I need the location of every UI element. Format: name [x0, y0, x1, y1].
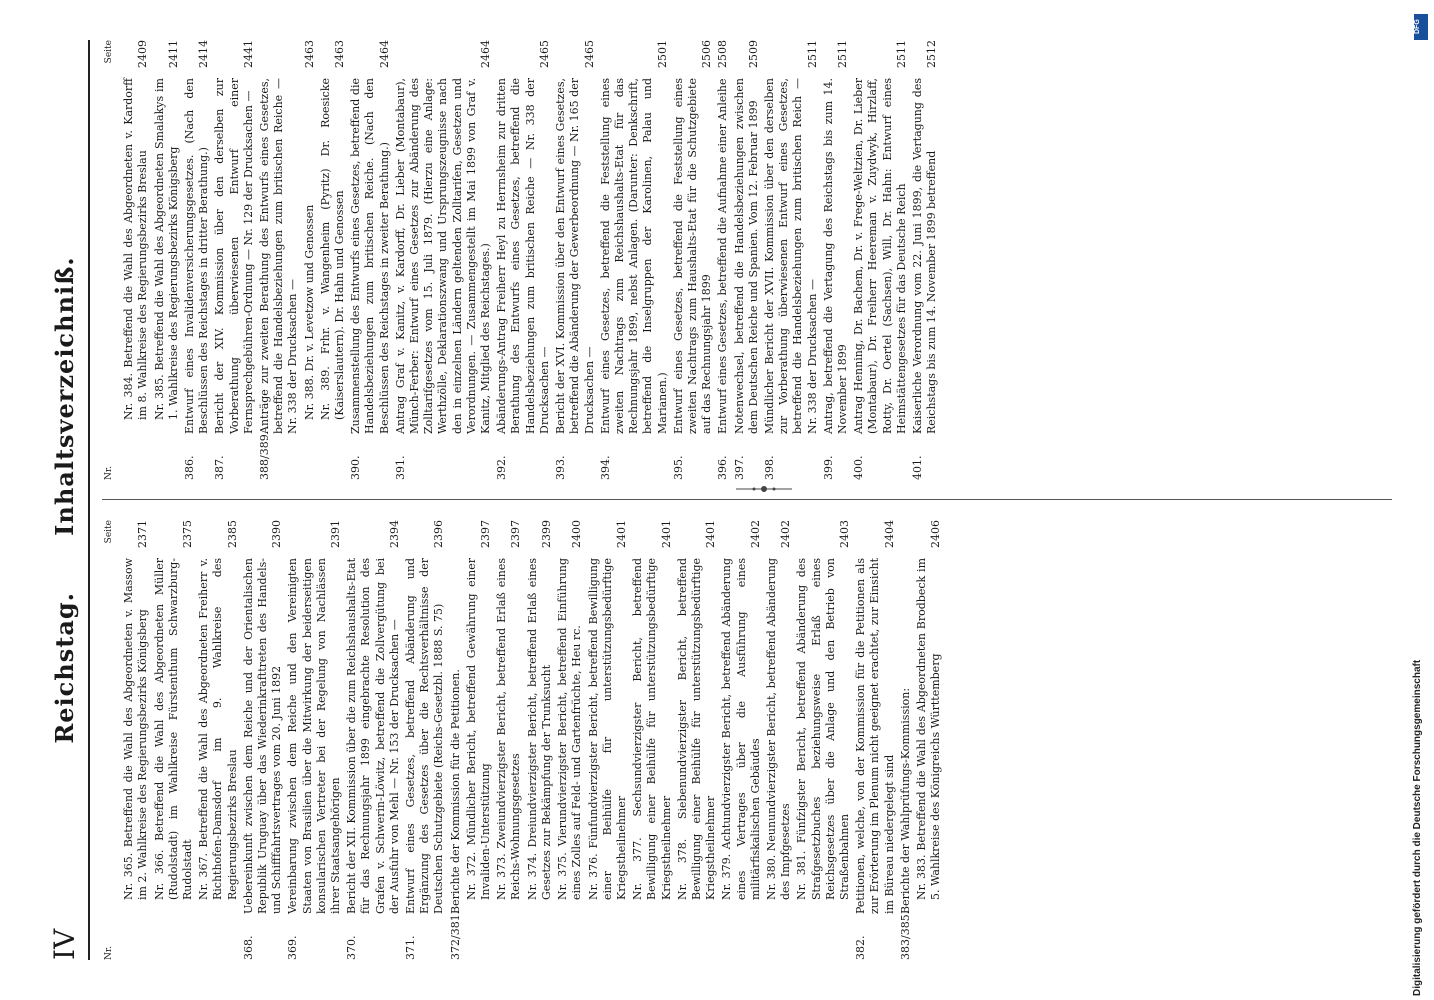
entry-page: 2396 [432, 520, 446, 548]
toc-entry [122, 40, 150, 480]
entry-text: Nr. 375. Vierundvierzigster Bericht, betreffend Einführung eines Zolles auf Feld- und Gartenfrüchte, Heu rc. [556, 558, 584, 900]
entry-page: 2512 [925, 40, 939, 68]
toc-entry [242, 520, 285, 960]
col-label-seite: Seite [104, 520, 114, 544]
entry-text: Vereinbarung zwischen dem Reiche und den Vereinigten Staaten von Brasilien über die Mitwirkung der beiderseitigen konsularischen Vertreter bei der Regelung von Nachlässen ihrer Staatsangehörigen [286, 558, 343, 914]
entry-page: 2464 [377, 40, 391, 68]
entry-text: Zusammenstellung des Entwurfs eines Gesetzes, betreffend die Handelsbeziehungen zum britischen Reiche. (Nach den Beschlüssen des Reichstages in zweiter Berathung.) [349, 78, 391, 434]
toc-entry [733, 40, 761, 480]
entry-text: Notenwechsel, betreffend die Handelsbeziehungen zwischen dem Deutschen Reiche und Spanien. Vom 12. Februar 1899 [732, 78, 760, 434]
entry-number: 401. [910, 455, 924, 480]
toc-entry [795, 520, 852, 960]
entry-page: 2506 [700, 40, 714, 68]
left-column [102, 520, 1402, 960]
entry-text: Nr. 372. Mündlicher Bericht, betreffend Gewährung einer Invaliden-Unterstützung [464, 558, 493, 900]
entry-number [122, 900, 150, 946]
entry-page: 2402 [748, 520, 762, 548]
entry-text: Entwurf eines Gesetzes, betreffend die Aufnahme einer Anleihe [716, 78, 730, 434]
right-entries [122, 40, 939, 480]
entry-page: 2385 [225, 520, 239, 548]
page-header [40, 40, 110, 960]
entry-number: 392. [495, 455, 509, 480]
entry-page: 2465 [537, 40, 551, 68]
entry-page: 2400 [570, 520, 584, 548]
entry-number [795, 900, 852, 946]
entry-number: 372/381. [448, 910, 462, 960]
entry-text: Nr. 383. Betreffend die Wahl des Abgeordneten Brodbeck im 5. Wahlkreise des Königreichs Württemberg [914, 558, 943, 900]
toc-entry [526, 520, 554, 960]
toc-entry [852, 40, 909, 480]
entry-number [197, 900, 240, 946]
entry-number [526, 900, 554, 946]
entry-text: Nr. 367. Betreffend die Wahl des Abgeordneten Freiherr v. Richthofen-Damsdorf im 9. Wahlkreise des Regierungsbezirks Breslau [197, 558, 239, 900]
entry-text: Entwurf eines Gesetzes, betreffend die Feststellung eines zweiten Nachtrags zum Reichshaushalts-Etat für das Rechnungsjahr 1899, nebst Anlagen. (Darunter: Denkschrift, betreffend die Inselgruppen der Karolinen, Palau und Marianen.) [598, 78, 669, 434]
entry-number: 397. [732, 455, 746, 480]
left-column-head [102, 520, 116, 960]
toc-entry [495, 520, 523, 960]
toc-entry [122, 520, 150, 960]
entry-page: 2403 [837, 520, 851, 548]
entry-text: Kaiserliche Verordnung vom 22. Juni 1899, die Vertagung des Reichstags bis zum 14. November 1899 betreffend [910, 78, 939, 434]
entry-page: 2464 [479, 40, 493, 68]
entry-text: Nr. 379. Achtundvierzigster Bericht, betreffend Abänderung eines Vertrages über die Ausführung eines militärfiskalischen Gebäudes [720, 558, 762, 900]
entry-number [676, 900, 719, 946]
entry-number: 395. [671, 455, 685, 480]
title-left: Reichstag. [50, 591, 79, 744]
entry-number: 398. [762, 455, 776, 480]
toc-entry [153, 40, 181, 480]
entry-page: 2463 [333, 40, 347, 68]
entry-page: 2511 [894, 40, 908, 68]
entry-text: Nr. 365. Betreffend die Wahl des Abgeordneten v. Massow im 2. Wahlkreise des Regierungsbezirks Königsberg [122, 558, 150, 900]
entry-page: 2402 [779, 520, 793, 548]
entry-number [765, 900, 793, 946]
entry-page: 2397 [479, 520, 493, 548]
right-column [102, 40, 1402, 480]
title-right: Inhaltsverzeichniß. [50, 256, 79, 536]
toc-entry [404, 520, 447, 960]
entry-number: 387. [213, 455, 227, 480]
toc-entry [197, 520, 240, 960]
entry-number: 371. [404, 935, 418, 960]
entry-text: Nr. 380. Neunundvierzigster Bericht, betreffend Abänderung des Impfgesetzes [764, 558, 793, 900]
toc-entry [213, 40, 256, 480]
entry-text: Entwurf eines Gesetzes, betreffend die Feststellung eines zweiten Nachtrags zum Haushalts-Etat für die Schutzgebiete auf das Rechnungsjahr 1899 [671, 78, 714, 434]
entry-number [556, 900, 584, 946]
entry-page: 2463 [302, 40, 316, 68]
entry-text: Nr. 377. Sechsundvierzigster Bericht, betreffend Bewilligung einer Beihülfe für unterstützungsbedürftige Kriegstheilnehmer [631, 558, 673, 900]
toc-entry [258, 40, 301, 480]
entry-text: Nr. 376. Fünfundvierzigster Bericht, betreffend Bewilligung einer Beihülfe für unterstützungsbedürftige Kriegstheilnehmer [586, 558, 628, 900]
entry-number: 393. [554, 455, 568, 480]
entry-text: Antrag Henning, Dr. Bachem, Dr. v. Frege-Weltzien, Dr. Lieber (Montabaur), Dr. Freiherr Heereman v. Zuydwyk, Hirzlaff, Rotty, Dr. Oertel (Sachsen), Will, Dr. Hahn: Entwurf eines Heimstättengesetzes für das Deutsche Reich [852, 78, 908, 434]
column-divider [102, 499, 1392, 500]
toc-entry [153, 520, 196, 960]
entry-number: 386. [183, 455, 197, 480]
page-title [50, 220, 79, 780]
toc-entry [911, 40, 939, 480]
entry-text: Berichte der Kommission für die Petitionen. [448, 669, 462, 914]
entry-page: 2390 [270, 520, 284, 548]
entry-text: Nr. 381. Fünfzigster Bericht, betreffend Abänderung des Strafgesetzbuches beziehungsweise Erlaß eines Reichsgesetzes über die Anlage und den Betrieb von Straßenbahnen [795, 558, 851, 900]
toc-entry [183, 40, 211, 480]
entry-number: 370. [345, 935, 359, 960]
entry-text: Petitionen, welche, von der Kommission für die Petitionen als zur Erörterung im Plenum nicht geeignet erachtet, zur Einsicht im Büreau niedergelegt sind [854, 558, 896, 914]
entry-text: Uebereinkunft zwischen dem Reiche und der Orientalischen Republik Uruguay über das Wiederinkrafttreten des Handels- und Schifffahrtsvertrages vom 20. Juni 1892 [241, 558, 284, 914]
entry-page: 2411 [166, 40, 180, 68]
entry-number: 391. [393, 455, 407, 480]
toc-entry [915, 520, 943, 960]
entry-page: 2404 [882, 520, 896, 548]
header-rule [88, 40, 90, 960]
entry-page: 2375 [181, 520, 195, 548]
entry-text: Anträge zur zweiten Berathung des Entwurfs eines Gesetzes, betreffend die Handelsbeziehungen zum britischen Reiche — Nr. 338 der Drucksachen — [258, 78, 300, 434]
toc-entry [286, 520, 343, 960]
entry-page: 2401 [659, 520, 673, 548]
entry-number [122, 420, 150, 466]
entry-page: 2509 [746, 40, 760, 68]
page-number: IV [48, 928, 81, 960]
entry-text: Antrag, betreffend die Vertagung des Reichstags bis zum 14. November 1899 [821, 78, 849, 434]
left-entries [122, 520, 943, 960]
toc-entry [587, 520, 630, 960]
entry-number [631, 900, 674, 946]
col-label-nr: Nr. [104, 465, 114, 480]
entry-text: Bericht der XVI. Kommission über den Entwurf eines Gesetzes, betreffend die Abänderung der Gewerbeordnung — Nr. 165 der Drucksachen — [554, 78, 596, 434]
entry-page: 2511 [835, 40, 849, 68]
page-body [40, 40, 1410, 960]
printer-ornament [734, 482, 794, 496]
entry-number: 369. [286, 935, 300, 960]
entry-page: 2441 [241, 40, 255, 68]
toc-entry [599, 40, 670, 480]
right-column-head [102, 40, 116, 480]
toc-entry [899, 520, 913, 960]
entry-number [153, 900, 196, 946]
col-label-seite: Seite [104, 40, 114, 64]
toc-entry [554, 40, 597, 480]
toc-entry [763, 40, 820, 480]
entry-text: Nr. 378. Siebenundvierzigster Bericht, betreffend Bewilligung einer Beihülfe für unterstützungsbedürftige Kriegstheilnehmer [675, 558, 718, 900]
entry-page: 2465 [582, 40, 596, 68]
entry-page: 2414 [197, 40, 211, 68]
entry-number: 394. [598, 455, 612, 480]
entry-text: Entwurf eines Gesetzes, betreffend Abänderung und Ergänzung des Gesetzes über die Rechtsverhältnisse der Deutschen Schutzgebiete (Reichs-Gesetzbl. 1888 S. 75) [404, 558, 446, 914]
entry-text: Nr. 374. Dreiundvierzigster Bericht, betreffend Erlaß eines Gesetzes zur Bekämpfung der Trunksucht [525, 558, 553, 900]
col-label-nr: Nr. [104, 945, 114, 960]
entry-page: 2401 [614, 520, 628, 548]
entry-text: Bericht der XII. Kommission über die zum Reichshaushalts-Etat für das Rechnungsjahr 1899 eingebrachte Resolution des Grafen v. Schwerin-Löwitz, betreffend die Zollvergütung bei der Ausfuhr von Mehl — Nr. 153 der Drucksachen — [345, 558, 401, 914]
entry-page: 2508 [716, 40, 730, 68]
entry-number: 390. [349, 455, 363, 480]
entry-number: 388/389. [258, 430, 272, 480]
toc-entry [672, 40, 715, 480]
entry-text: Berichte der Wahlprüfungs-Kommission: [898, 687, 912, 914]
entry-page: 2406 [929, 520, 943, 548]
entry-number [915, 900, 943, 946]
toc-entry [349, 40, 392, 480]
entry-page: 2399 [539, 520, 553, 548]
entry-number: 396. [716, 455, 730, 480]
entry-text: Bericht der XIV. Kommission über den derselben zur Vorberathung überwiesenen Entwurf einer Fernsprechgebühren-Ordnung — Nr. 129 der Drucksachen — [213, 78, 255, 434]
entry-text: Abänderungs-Antrag Freiherr Heyl zu Herrnsheim zur dritten Berathung des Entwurfs eines Gesetzes, betreffend die Handelsbeziehungen zum britischen Reiche — Nr. 338 der Drucksachen — [495, 78, 551, 434]
entry-page: 2371 [136, 520, 150, 548]
toc-entry [449, 520, 463, 960]
toc-entry [465, 520, 493, 960]
entry-number: 383/385. [898, 910, 912, 960]
entry-page: 2501 [655, 40, 669, 68]
entry-text: Nr. 388. Dr. v. Levetzow und Genossen [302, 204, 316, 420]
entry-page: 2391 [329, 520, 343, 548]
toc-entry [716, 40, 730, 480]
toc-entry [676, 520, 719, 960]
entry-text: Antrag Graf v. Kanitz, v. Kardorff, Dr. Lieber (Montabaur), Münch-Ferber: Entwurf eines Gesetzes zur Abänderung des Zolltarifgesetzes vom 15. Juli 1879. (Hierzu eine Anlage: Werthzölle, Deklarationszwang und Ursprungszeugnisse nach den in einzelnen Ländern geltenden Zolltarifen, Gesetzen und Verordnungen. — Zusammengestellt im Mai 1899 von Graf v. Kanitz, Mitglied des Reichstages.) [393, 78, 493, 434]
digitization-credit [1412, 6, 1430, 996]
entry-text: Nr. 366. Betreffend die Wahl des Abgeordneten Müller (Rudolstadt) im Wahlkreise Fürstenthum Schwarzburg-Rudolstadt [152, 558, 195, 900]
entry-number [319, 420, 347, 466]
toc-entry [765, 520, 793, 960]
credit-text: Digitalisierung gefördert durch die Deutsche Forschungsgemeinschaft [1412, 659, 1423, 996]
toc-entry [556, 520, 584, 960]
toc-entry [720, 520, 763, 960]
entry-number [465, 900, 493, 946]
toc-entry [303, 40, 317, 480]
entry-text: Nr. 389. Frhr. v. Wangenheim (Pyritz) Dr. Roesicke (Kaiserslautern). Dr. Hahn und Genossen [318, 78, 347, 420]
toc-entry [345, 520, 402, 960]
entry-number: 382. [854, 935, 868, 960]
entry-number: 400. [852, 455, 866, 480]
toc-entry [822, 40, 850, 480]
entry-page: 2397 [509, 520, 523, 548]
toc-entry [319, 40, 347, 480]
entry-page: 2511 [805, 40, 819, 68]
toc-entry [631, 520, 674, 960]
entry-number: 399. [821, 455, 835, 480]
entry-page: 2409 [136, 40, 150, 68]
entry-page: 2401 [704, 520, 718, 548]
entry-number [495, 900, 523, 946]
entry-number [720, 900, 763, 946]
entry-text: Mündlicher Bericht der XVII. Kommission über den derselben zur Vorberathung überwiesenen Entwurf eines Gesetzes, betreffend die Handelsbeziehungen zum britischen Reich — Nr. 338 der Drucksachen — [762, 78, 819, 434]
toc-entry [495, 40, 552, 480]
toc-entry [854, 520, 897, 960]
dfg-logo: DFG [1414, 14, 1428, 40]
toc-entry [394, 40, 493, 480]
entry-number [303, 420, 317, 466]
entry-number: 368. [241, 935, 255, 960]
entry-number [153, 420, 181, 466]
entry-text: Nr. 384. Betreffend die Wahl des Abgeordneten v. Kardorff im 8. Wahlkreise des Regierungsbezirks Breslau [122, 78, 150, 420]
entry-text: Nr. 373. Zweiundvierzigster Bericht, betreffend Erlaß eines Reichs-Wohnungsgesetzes [495, 558, 523, 900]
entry-text: Nr. 385. Betreffend die Wahl des Abgeordneten Smalakys im 1. Wahlkreise des Regierungsbezirks Königsberg [152, 78, 180, 420]
entry-page: 2394 [387, 520, 401, 548]
entry-text: Entwurf eines Invalidenversicherungsgesetzes. (Nach den Beschlüssen des Reichstages in dritter Berathung.) [183, 78, 211, 434]
entry-number [587, 900, 630, 946]
